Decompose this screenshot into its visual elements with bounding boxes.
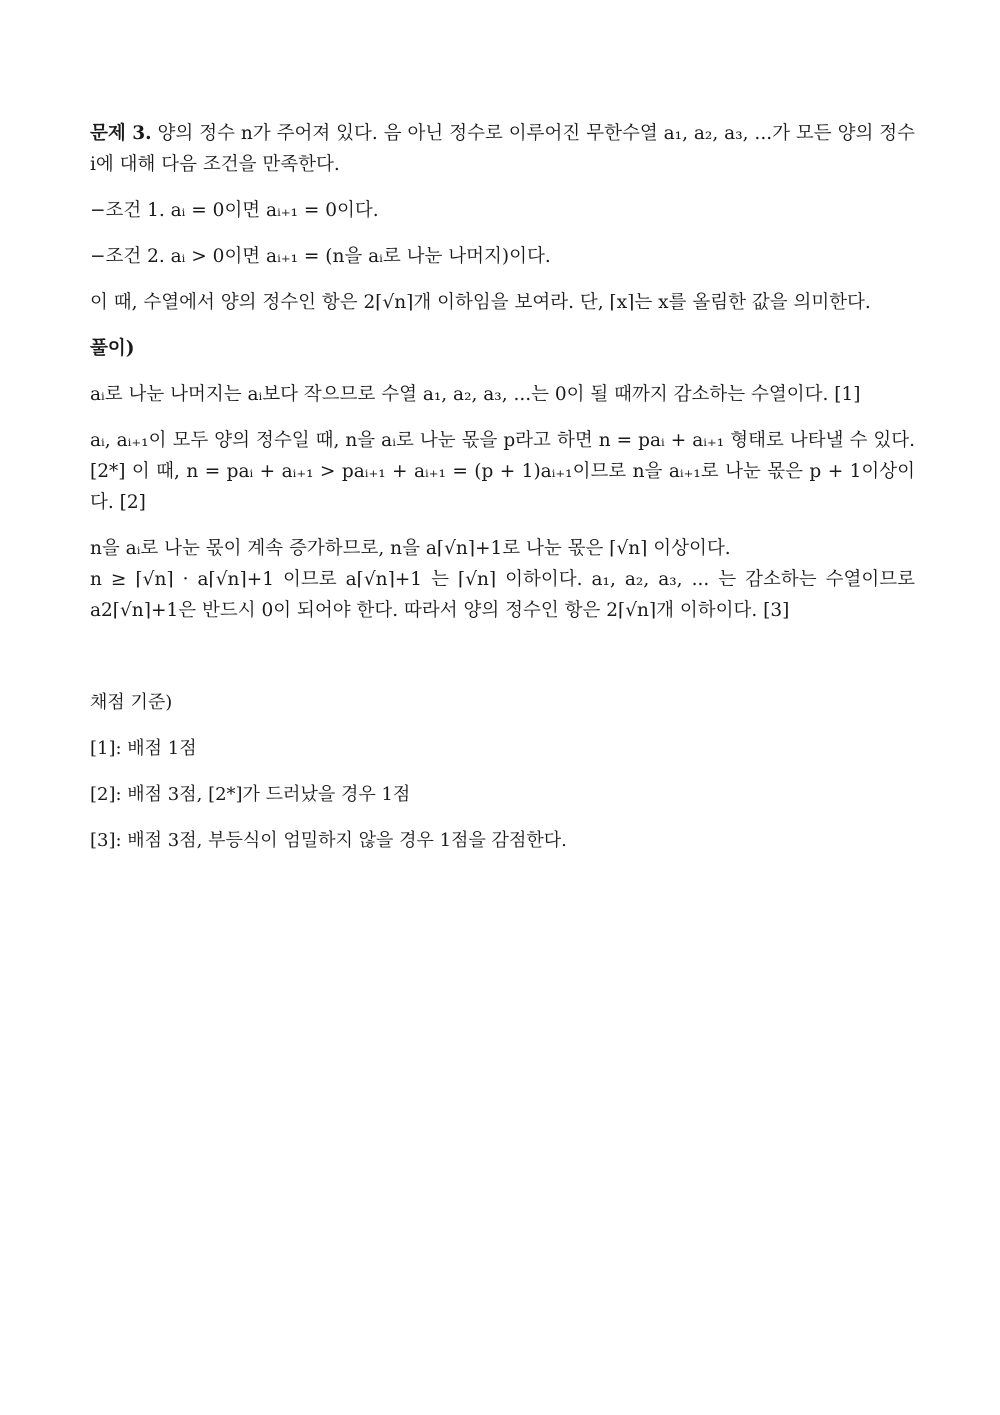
solution-step-2: aᵢ, aᵢ₊₁이 모두 양의 정수일 때, n을 aᵢ로 나눈 몫을 p라고 하면 n = paᵢ + aᵢ₊₁ 형태로 나타낼 수 있다. [2*] 이 때, n = paᵢ + aᵢ₊₁ > paᵢ₊₁ + aᵢ₊₁ = (p + 1)aᵢ₊₁이므로 n을 aᵢ₊₁로 나눈 몫은 p + 1이상이다. [2] — [90, 430, 915, 513]
solution-step-1: aᵢ로 나눈 나머지는 aᵢ보다 작으므로 수열 a₁, a₂, a₃, ...는 0이 될 때까지 감소하는 수열이다. [1] — [90, 384, 861, 405]
solution-label: 풀이) — [90, 338, 135, 359]
condition-1: −조건 1. aᵢ = 0이면 aᵢ₊₁ = 0이다. — [90, 200, 379, 221]
solution-step-3b: n ≥ ⌈√n⌉ · a⌈√n⌉+1 이므로 a⌈√n⌉+1 는 ⌈√n⌉ 이하이다. a₁, a₂, a₃, ... 는 감소하는 수열이므로 a2⌈√n⌉+1은 반드시 0이 되어야 한다. 따라서 양의 정수인 항은 2⌈√n⌉개 이하이다. [3] — [90, 569, 915, 621]
problem-label: 문제 3. — [90, 123, 152, 144]
problem-text: 양의 정수 n가 주어져 있다. 음 아닌 정수로 이루어진 무한수열 a₁, a₂, a₃, ...가 모든 양의 정수 i에 대해 다음 조건을 만족한다. — [90, 123, 915, 175]
spacer — [90, 641, 915, 687]
grading-item: [1]: 배점 1점 — [90, 738, 197, 759]
grading-item: [3]: 배점 3점, 부등식이 엄밀하지 않을 경우 1점을 감점한다. — [90, 830, 567, 851]
problem-statement — [90, 118, 915, 180]
grading-item: [2]: 배점 3점, [2*]가 드러났을 경우 1점 — [90, 784, 411, 805]
solution-step-3a: n을 aᵢ로 나눈 몫이 계속 증가하므로, n을 a⌈√n⌉+1로 나눈 몫은 ⌈√n⌉ 이상이다. — [90, 538, 731, 559]
document-page — [90, 118, 915, 871]
problem-question: 이 때, 수열에서 양의 정수인 항은 2⌈√n⌉개 이하임을 보여라. 단, ⌈x⌉는 x를 올림한 값을 의미한다. — [90, 292, 871, 313]
grading-label: 채점 기준) — [90, 692, 173, 713]
condition-2: −조건 2. aᵢ > 0이면 aᵢ₊₁ = (n을 aᵢ로 나눈 나머지)이다. — [90, 246, 551, 267]
